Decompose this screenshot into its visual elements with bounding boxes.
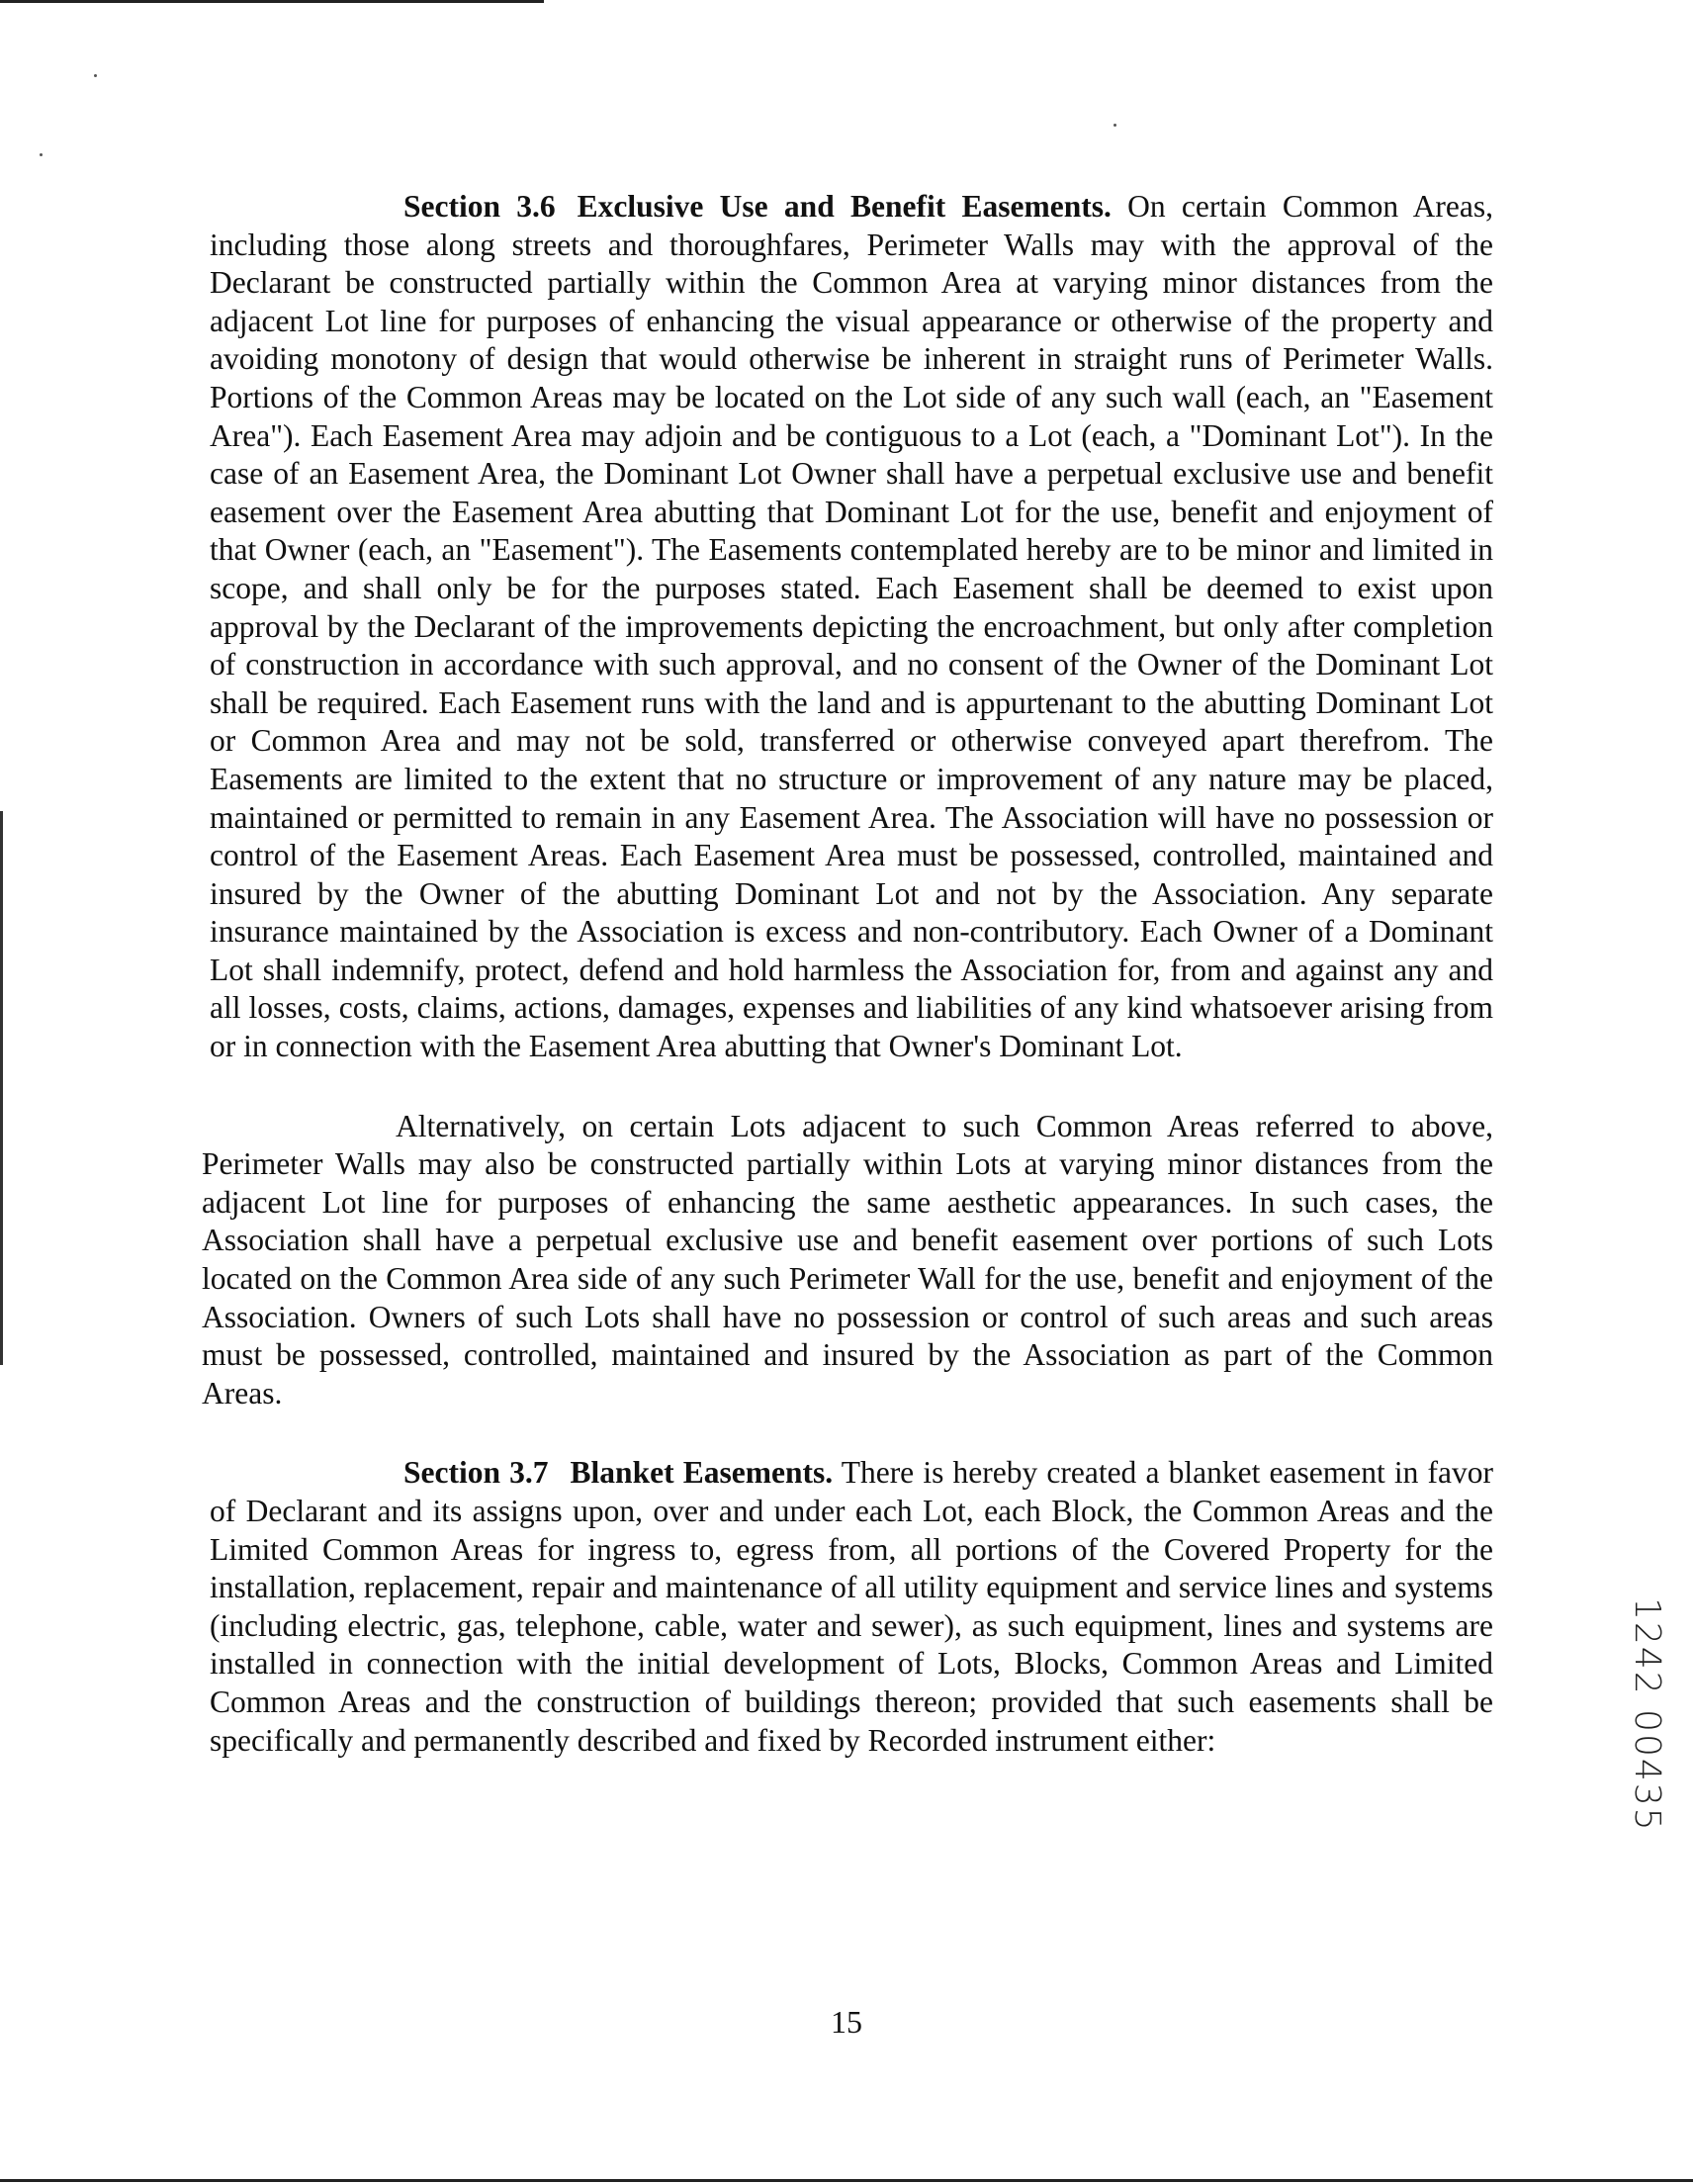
- scan-speck: [1114, 124, 1116, 127]
- paragraph-section-3-6: [210, 188, 1493, 1066]
- paragraph-alternatively: [202, 1108, 1493, 1413]
- scan-speck: [94, 74, 97, 77]
- section-label: Section 3.7: [403, 1455, 549, 1491]
- section-title: Blanket Easements.: [570, 1455, 834, 1491]
- scan-top-border: [0, 0, 544, 3]
- paragraph-text: Alternatively, on certain Lots adjacent to such Common Areas referred to above, Perimeter Walls may also be constructed partially within Lots at varying minor distances from the adjacent Lot line for purposes of enhancing the same aesthetic appearances. In such cases, the Association shall have a perpetual exclusive use and benefit easement over portions of such Lots located on the Common Area side of any such Perimeter Wall for the use, benefit and enjoyment of the Association. Owners of such Lots shall have no possession or control of such areas and such areas must be possessed, controlled, maintained and insured by the Association as part of the Common Areas.: [202, 1108, 1493, 1410]
- scan-left-edge-mark: [0, 811, 3, 1365]
- section-label: Section 3.6: [403, 189, 556, 224]
- paragraph-section-3-7: [210, 1454, 1493, 1760]
- page-number: 15: [831, 2004, 862, 2040]
- paragraph-text: On certain Common Areas, including those along streets and thoroughfares, Perimeter Walls may with the approval of the Declarant be constructed partially within the Common Area at varying minor distances from the adjacent Lot line for purposes of enhancing the visual appearance or otherwise of the property and avoiding monotony of design that would otherwise be inherent in straight runs of Perimeter Walls. Portions of the Common Areas may be located on the Lot side of any such wall (each, an "Easement Area"). Each Easement Area may adjoin and be contiguous to a Lot (each, a "Dominant Lot"). In the case of an Easement Area, the Dominant Lot Owner shall have a perpetual exclusive use and benefit easement over the Easement Area abutting that Dominant Lot for the use, benefit and enjoyment of that Owner (each, an "Easement"). The Easements contemplated hereby are to be minor and limited in scope, and shall only be for the purposes stated. Each Easement shall be deemed to exist upon approval by the Declarant of the improvements depicting the encroachment, but only after completion of construction in accordance with such approval, and no consent of the Owner of the Dominant Lot shall be required. Each Easement runs with the land and is appurtenant to the abutting Dominant Lot or Common Area and may not be sold, transferred or otherwise conveyed apart therefrom. The Easements are limited to the extent that no structure or improvement of any nature may be placed, maintained or permitted to remain in any Easement Area. The Association will have no possession or control of the Easement Areas. Each Easement Area must be possessed, controlled, maintained and insured by the Owner of the abutting Dominant Lot and not by the Association. Any separate insurance maintained by the Association is excess and non-contributory. Each Owner of a Dominant Lot shall indemnify, protect, defend and hold harmless the Association for, from and against any and all losses, costs, claims, actions, damages, expenses and liabilities of any kind whatsoever arising from or in connection with the Easement Area abutting that Owner's Dominant Lot.: [210, 189, 1494, 1064]
- document-body: [202, 188, 1494, 1760]
- section-title: Exclusive Use and Benefit Easements.: [577, 189, 1112, 224]
- recording-stamp: 1242 00435: [1627, 1597, 1667, 1833]
- paragraph-text: There is hereby created a blanket easement in favor of Declarant and its assigns upon, over and under each Lot, each Block, the Common Areas and the Limited Common Areas for ingress to, egress from, all portions of the Covered Property for the installation, replacement, repair and maintenance of all utility equipment and service lines and systems (including electric, gas, telephone, cable, water and sewer), as such equipment, lines and systems are installed in connection with the initial development of Lots, Blocks, Common Areas and Limited Common Areas and the construction of buildings thereon; provided that such easements shall be specifically and permanently described and fixed by Recorded instrument either:: [210, 1455, 1494, 1758]
- scan-speck: [40, 153, 43, 156]
- scan-bottom-border: [0, 2179, 1693, 2182]
